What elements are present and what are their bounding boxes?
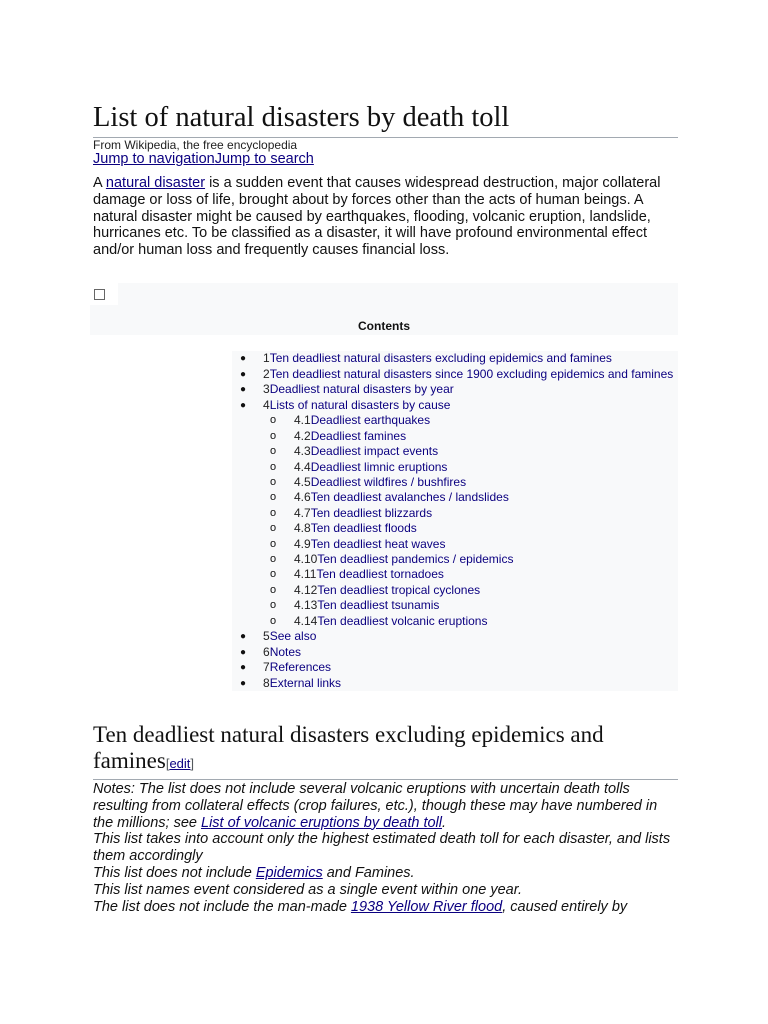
- toc-item-number: 2: [263, 366, 270, 381]
- toc-item[interactable]: [232, 676, 678, 692]
- note-yellow-river-text: The list does not include the man-made: [93, 898, 351, 915]
- toc-item[interactable]: [232, 629, 678, 645]
- toc-item[interactable]: [232, 552, 678, 567]
- toc-item[interactable]: [232, 398, 678, 414]
- toc-item-label[interactable]: Deadliest wildfires / bushfires: [310, 475, 467, 489]
- toc-item-number: 4: [263, 397, 270, 412]
- toc-item-number: 5: [263, 629, 270, 644]
- toc-item[interactable]: [232, 460, 678, 475]
- toc-item[interactable]: [232, 490, 678, 505]
- section-heading-text: Ten deadliest natural disasters excluding epidemics and famines: [93, 722, 604, 773]
- bullet-icon: ●: [240, 384, 247, 396]
- volcanic-eruptions-link[interactable]: List of volcanic eruptions by death toll: [201, 814, 442, 831]
- toc-toggle-checkbox[interactable]: [94, 289, 105, 300]
- toc-item-label[interactable]: Deadliest limnic eruptions: [310, 459, 448, 474]
- bullet-icon: ●: [240, 368, 247, 380]
- toc-item-number: 6: [263, 644, 270, 659]
- yellow-river-flood-link[interactable]: 1938 Yellow River flood: [350, 898, 503, 915]
- toc-item-label[interactable]: Ten deadliest avalanches / landslides: [310, 490, 509, 505]
- bullet-icon: ●: [240, 662, 247, 674]
- toc-item-label[interactable]: Ten deadliest heat waves: [310, 536, 446, 551]
- intro-text-a: A: [93, 175, 106, 191]
- toc-item-number: 4.8: [294, 521, 311, 536]
- bullet-icon: ●: [240, 353, 247, 364]
- toc-item-label[interactable]: Ten deadliest tornadoes: [316, 567, 444, 582]
- toc-item[interactable]: [232, 521, 678, 536]
- page-title: List of natural disasters by death toll: [93, 100, 678, 138]
- note-epidemics-text: This list does not include: [93, 864, 256, 881]
- intro-paragraph: [93, 175, 678, 259]
- circle-bullet-icon: o: [270, 553, 277, 566]
- site-subtitle: From Wikipedia, the free encyclopedia: [93, 138, 298, 152]
- note-volcanic-end: .: [442, 814, 447, 831]
- circle-bullet-icon: o: [270, 476, 277, 488]
- circle-bullet-icon: o: [270, 445, 277, 458]
- toc-item-label[interactable]: Deadliest earthquakes: [310, 413, 431, 428]
- toc-item-number: 4.12: [294, 582, 318, 597]
- toc-item-label[interactable]: See also: [269, 629, 317, 644]
- jump-links: [93, 151, 314, 167]
- toc-item[interactable]: [232, 413, 678, 428]
- toc-item-label[interactable]: Notes: [269, 644, 302, 659]
- natural-disaster-link[interactable]: natural disaster: [105, 175, 206, 191]
- note-yellow-river: [93, 899, 678, 916]
- notes-block: [93, 781, 678, 915]
- toc-item-label[interactable]: Ten deadliest natural disasters excluding epidemics and famines: [269, 351, 612, 365]
- toc-item-number: 4.5: [294, 475, 311, 489]
- toc-item-number: 4.7: [294, 505, 311, 520]
- intro-text-rest: is a sudden event that causes widespread destruction, major collateral damage or loss of life, brought about by forces other than the acts of human beings. A natural disaster might be caused by earthquakes, flooding, volcanic eruption, landslide, hurricanes etc. To be classified as a disaster, it will have profound environmental effect and/or human loss and frequently causes financial loss.: [93, 175, 661, 259]
- toc-item[interactable]: [232, 614, 678, 629]
- edit-bracket-open: [: [165, 756, 170, 771]
- toc-item[interactable]: [232, 367, 678, 383]
- circle-bullet-icon: o: [270, 599, 277, 612]
- circle-bullet-icon: o: [270, 429, 277, 442]
- toc-item[interactable]: [232, 429, 678, 444]
- toc-item-label[interactable]: Ten deadliest natural disasters since 1900 excluding epidemics and famines: [269, 366, 674, 381]
- toc-item-label[interactable]: Deadliest impact events: [310, 444, 439, 459]
- toc-item-label[interactable]: Ten deadliest tsunamis: [317, 598, 440, 613]
- toc-item-number: 4.14: [294, 613, 318, 628]
- toc-item-label[interactable]: Ten deadliest blizzards: [310, 505, 433, 520]
- toc-header: [90, 283, 678, 335]
- toc-item[interactable]: [232, 351, 678, 367]
- toc-item-label[interactable]: External links: [269, 675, 342, 690]
- toc-item-number: 4.10: [294, 552, 318, 567]
- toc-item-label[interactable]: Ten deadliest volcanic eruptions: [317, 613, 488, 628]
- toc-item[interactable]: [232, 567, 678, 582]
- toc-item[interactable]: [232, 444, 678, 459]
- toc-item[interactable]: [232, 598, 678, 613]
- note-yellow-river-end: , caused entirely by: [502, 898, 628, 915]
- toc-item[interactable]: [232, 506, 678, 521]
- circle-bullet-icon: o: [270, 460, 277, 473]
- circle-bullet-icon: o: [270, 506, 277, 519]
- section-heading-ten-deadliest: [93, 722, 678, 780]
- note-epidemics-end: and Famines.: [322, 864, 415, 881]
- circle-bullet-icon: o: [270, 414, 277, 427]
- circle-bullet-icon: o: [270, 491, 277, 504]
- note-volcanic-text: Notes: The list does not include several volcanic eruptions with uncertain death tolls resulting from collateral effects (crop failures, etc.), though these may have numbered in the millions; see: [93, 781, 658, 831]
- toc-item-label[interactable]: Lists of natural disasters by cause: [269, 397, 451, 412]
- note-epidemics: [93, 865, 678, 882]
- circle-bullet-icon: o: [270, 537, 277, 550]
- toc-item-number: 7: [263, 660, 270, 675]
- edit-section: [166, 756, 194, 771]
- toc-item-label[interactable]: References: [269, 660, 332, 675]
- bullet-icon: ●: [240, 646, 247, 658]
- toc-item-number: 4.11: [294, 567, 317, 582]
- toc-item-number: 4.9: [294, 536, 311, 551]
- toc-item-number: 1: [263, 351, 270, 365]
- epidemics-link[interactable]: Epidemics: [255, 864, 323, 881]
- toc-item-label[interactable]: Deadliest famines: [310, 428, 407, 443]
- toc-title: Contents: [358, 319, 410, 333]
- circle-bullet-icon: o: [270, 583, 277, 596]
- bullet-icon: ●: [240, 631, 247, 643]
- toc-item-label[interactable]: Ten deadliest tropical cyclones: [317, 582, 481, 597]
- toc-item-number: 4.4: [294, 459, 311, 474]
- toc-item[interactable]: [232, 475, 678, 490]
- toc-item[interactable]: [232, 660, 678, 676]
- jump-to-navigation-link[interactable]: Jump to navigation: [93, 151, 215, 167]
- toc-item[interactable]: [232, 382, 678, 398]
- note-volcanic: [93, 781, 678, 831]
- bullet-icon: ●: [240, 677, 247, 689]
- circle-bullet-icon: o: [270, 614, 277, 627]
- toc-item-number: 4.13: [294, 598, 318, 613]
- toc-item-number: 4.2: [294, 428, 311, 443]
- toc-item-label[interactable]: Deadliest natural disasters by year: [269, 382, 454, 397]
- note-highest-estimate: This list takes into account only the highest estimated death toll for each disaster, and lists them accordingly: [93, 831, 671, 865]
- circle-bullet-icon: o: [270, 522, 277, 535]
- toc-item[interactable]: [232, 583, 678, 598]
- toc-list: [232, 351, 678, 691]
- toc-item-number: 8: [263, 675, 270, 690]
- toc-item-label[interactable]: Ten deadliest floods: [310, 521, 417, 536]
- bullet-icon: ●: [240, 399, 247, 411]
- toc-item-number: 4.3: [294, 444, 311, 459]
- edit-link[interactable]: edit: [169, 756, 191, 771]
- note-single-event: This list names event considered as a single event within one year.: [93, 881, 523, 898]
- circle-bullet-icon: o: [270, 568, 277, 581]
- toc-item-number: 4.6: [294, 490, 311, 505]
- toc-item-number: 4.1: [294, 413, 311, 428]
- edit-bracket-close: ]: [190, 756, 195, 771]
- jump-to-search-link[interactable]: Jump to search: [214, 151, 314, 167]
- toc-item[interactable]: [232, 645, 678, 661]
- toc-item-label[interactable]: Ten deadliest pandemics / epidemics: [317, 552, 514, 567]
- toc-item[interactable]: [232, 537, 678, 552]
- toc-item-number: 3: [263, 382, 270, 397]
